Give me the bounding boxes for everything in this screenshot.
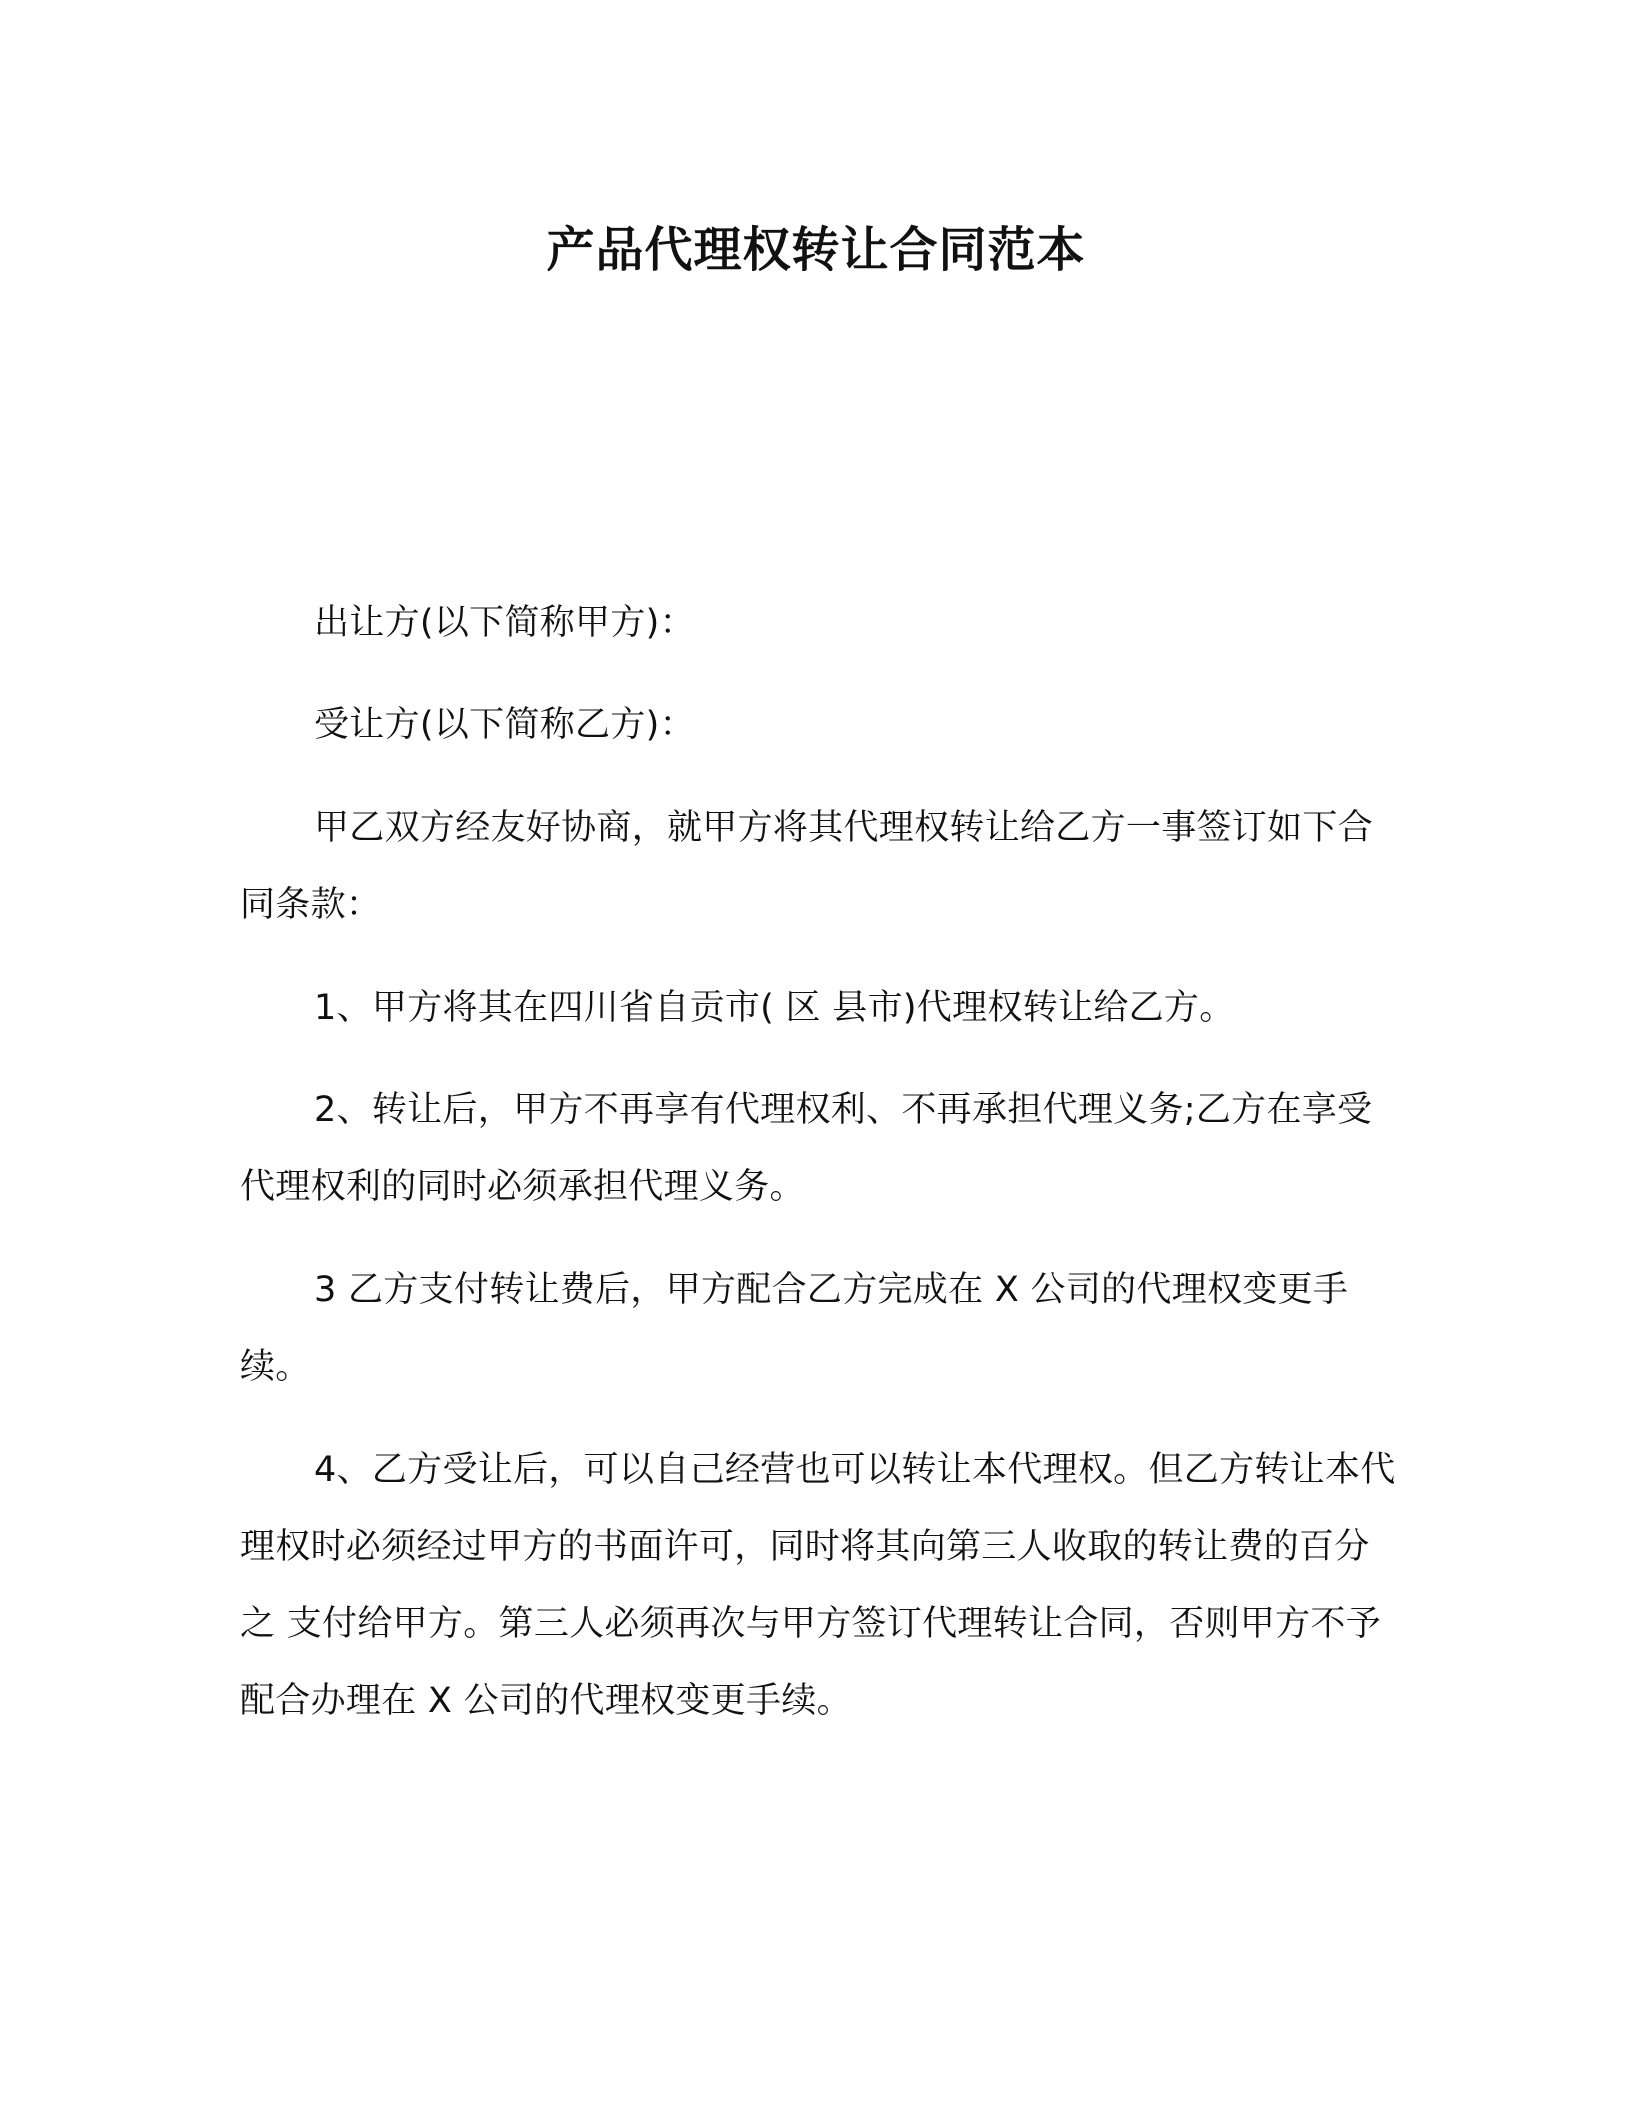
clause-1: 1、甲方将其在四川省自贡市( 区 县市)代理权转让给乙方。 (314, 988, 1235, 1028)
document-title: 产品代理权转让合同范本 (546, 222, 1086, 278)
transferor-line: 出让方(以下简称甲方)： (314, 603, 695, 643)
clause-3: 3 乙方支付转让费后，甲方配合乙方完成在 X 公司的代理权变更手续。 (240, 1270, 1349, 1387)
clause-2: 2、转让后，甲方不再享有代理权利、不再承担代理义务;乙方在享受代理权利的同时必须承担代理义务。 (240, 1090, 1373, 1207)
preamble-paragraph: 甲乙双方经友好协商，就甲方将其代理权转让给乙方一事签订如下合同条款： (240, 808, 1374, 925)
clause-4: 4、乙方受让后，可以自己经营也可以转让本代理权。但乙方转让本代理权时必须经过甲方的书面许可，同时将其向第三人收取的转让费的百分之 支付给甲方。第三人必须再次与甲方签订代理转让合同，否则甲方不予配合办理在 X 公司的代理权变更手续。 (240, 1450, 1396, 1721)
transferee-line: 受让方(以下简称乙方)： (314, 705, 695, 745)
